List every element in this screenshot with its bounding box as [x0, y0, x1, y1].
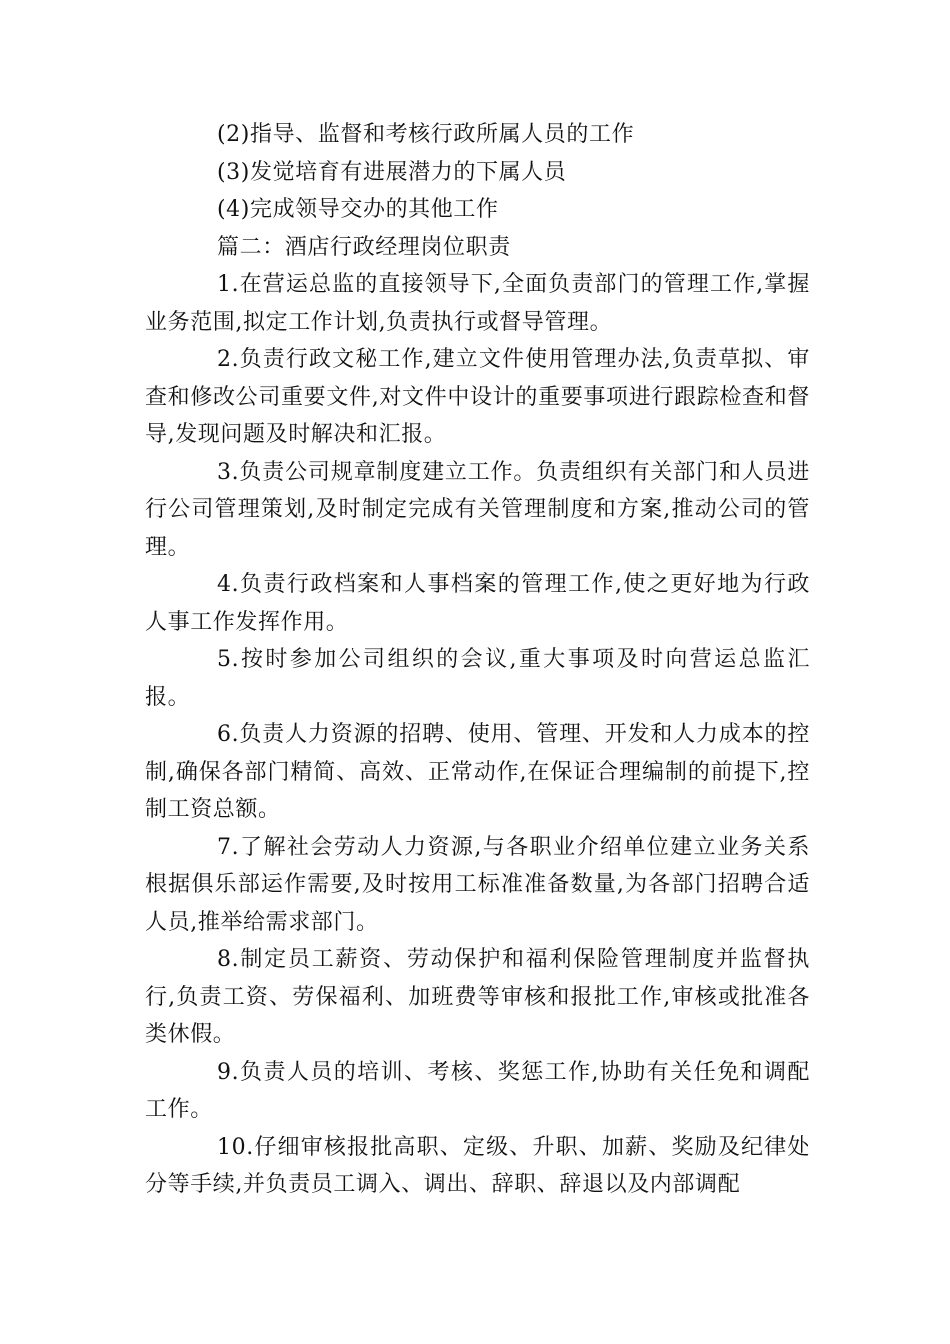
document-body: [145, 116, 810, 1204]
duty-item-5: 5.按时参加公司组织的会议,重大事项及时向营运总监汇报。: [145, 647, 810, 710]
duty-item-9: 9.负责人员的培训、考核、奖惩工作,协助有关任免和调配工作。: [145, 1059, 810, 1122]
duty-item-8: 8.制定员工薪资、劳动保护和福利保险管理制度并监督执行,负责工资、劳保福利、加班费等审核和报批工作,审核或批准各类休假。: [145, 947, 810, 1047]
paragraph-item-4: (4)完成领导交办的其他工作: [217, 197, 499, 222]
duty-item-7: 7.了解社会劳动人力资源,与各职业介绍单位建立业务关系根据俱乐部运作需要,及时按用工标准准备数量,为各部门招聘合适人员,推举给需求部门。: [145, 834, 810, 935]
duty-item-3: 3.负责公司规章制度建立工作。负责组织有关部门和人员进行公司管理策划,及时制定完成有关管理制度和方案,推动公司的管理。: [145, 459, 810, 560]
duty-item-1: 1.在营运总监的直接领导下,全面负责部门的管理工作,掌握业务范围,拟定工作计划,负责执行或督导管理。: [145, 272, 810, 335]
paragraph-item-2: (2)指导、监督和考核行政所属人员的工作: [217, 122, 635, 147]
duty-item-10: 10.仔细审核报批高职、定级、升职、加薪、奖励及纪律处分等手续,并负责员工调入、调出、辞职、辞退以及内部调配: [145, 1134, 810, 1197]
section-heading: 篇二：酒店行政经理岗位职责: [217, 234, 511, 260]
paragraph-item-3: (3)发觉培育有进展潜力的下属人员: [217, 159, 567, 185]
duty-item-4: 4.负责行政档案和人事档案的管理工作,使之更好地为行政人事工作发挥作用。: [145, 572, 810, 635]
duty-item-2: 2.负责行政文秘工作,建立文件使用管理办法,负责草拟、审查和修改公司重要文件,对文件中设计的重要事项进行跟踪检查和督导,发现问题及时解决和汇报。: [145, 347, 810, 447]
duty-item-6: 6.负责人力资源的招聘、使用、管理、开发和人力成本的控制,确保各部门精简、高效、正常动作,在保证合理编制的前提下,控制工资总额。: [145, 722, 810, 822]
